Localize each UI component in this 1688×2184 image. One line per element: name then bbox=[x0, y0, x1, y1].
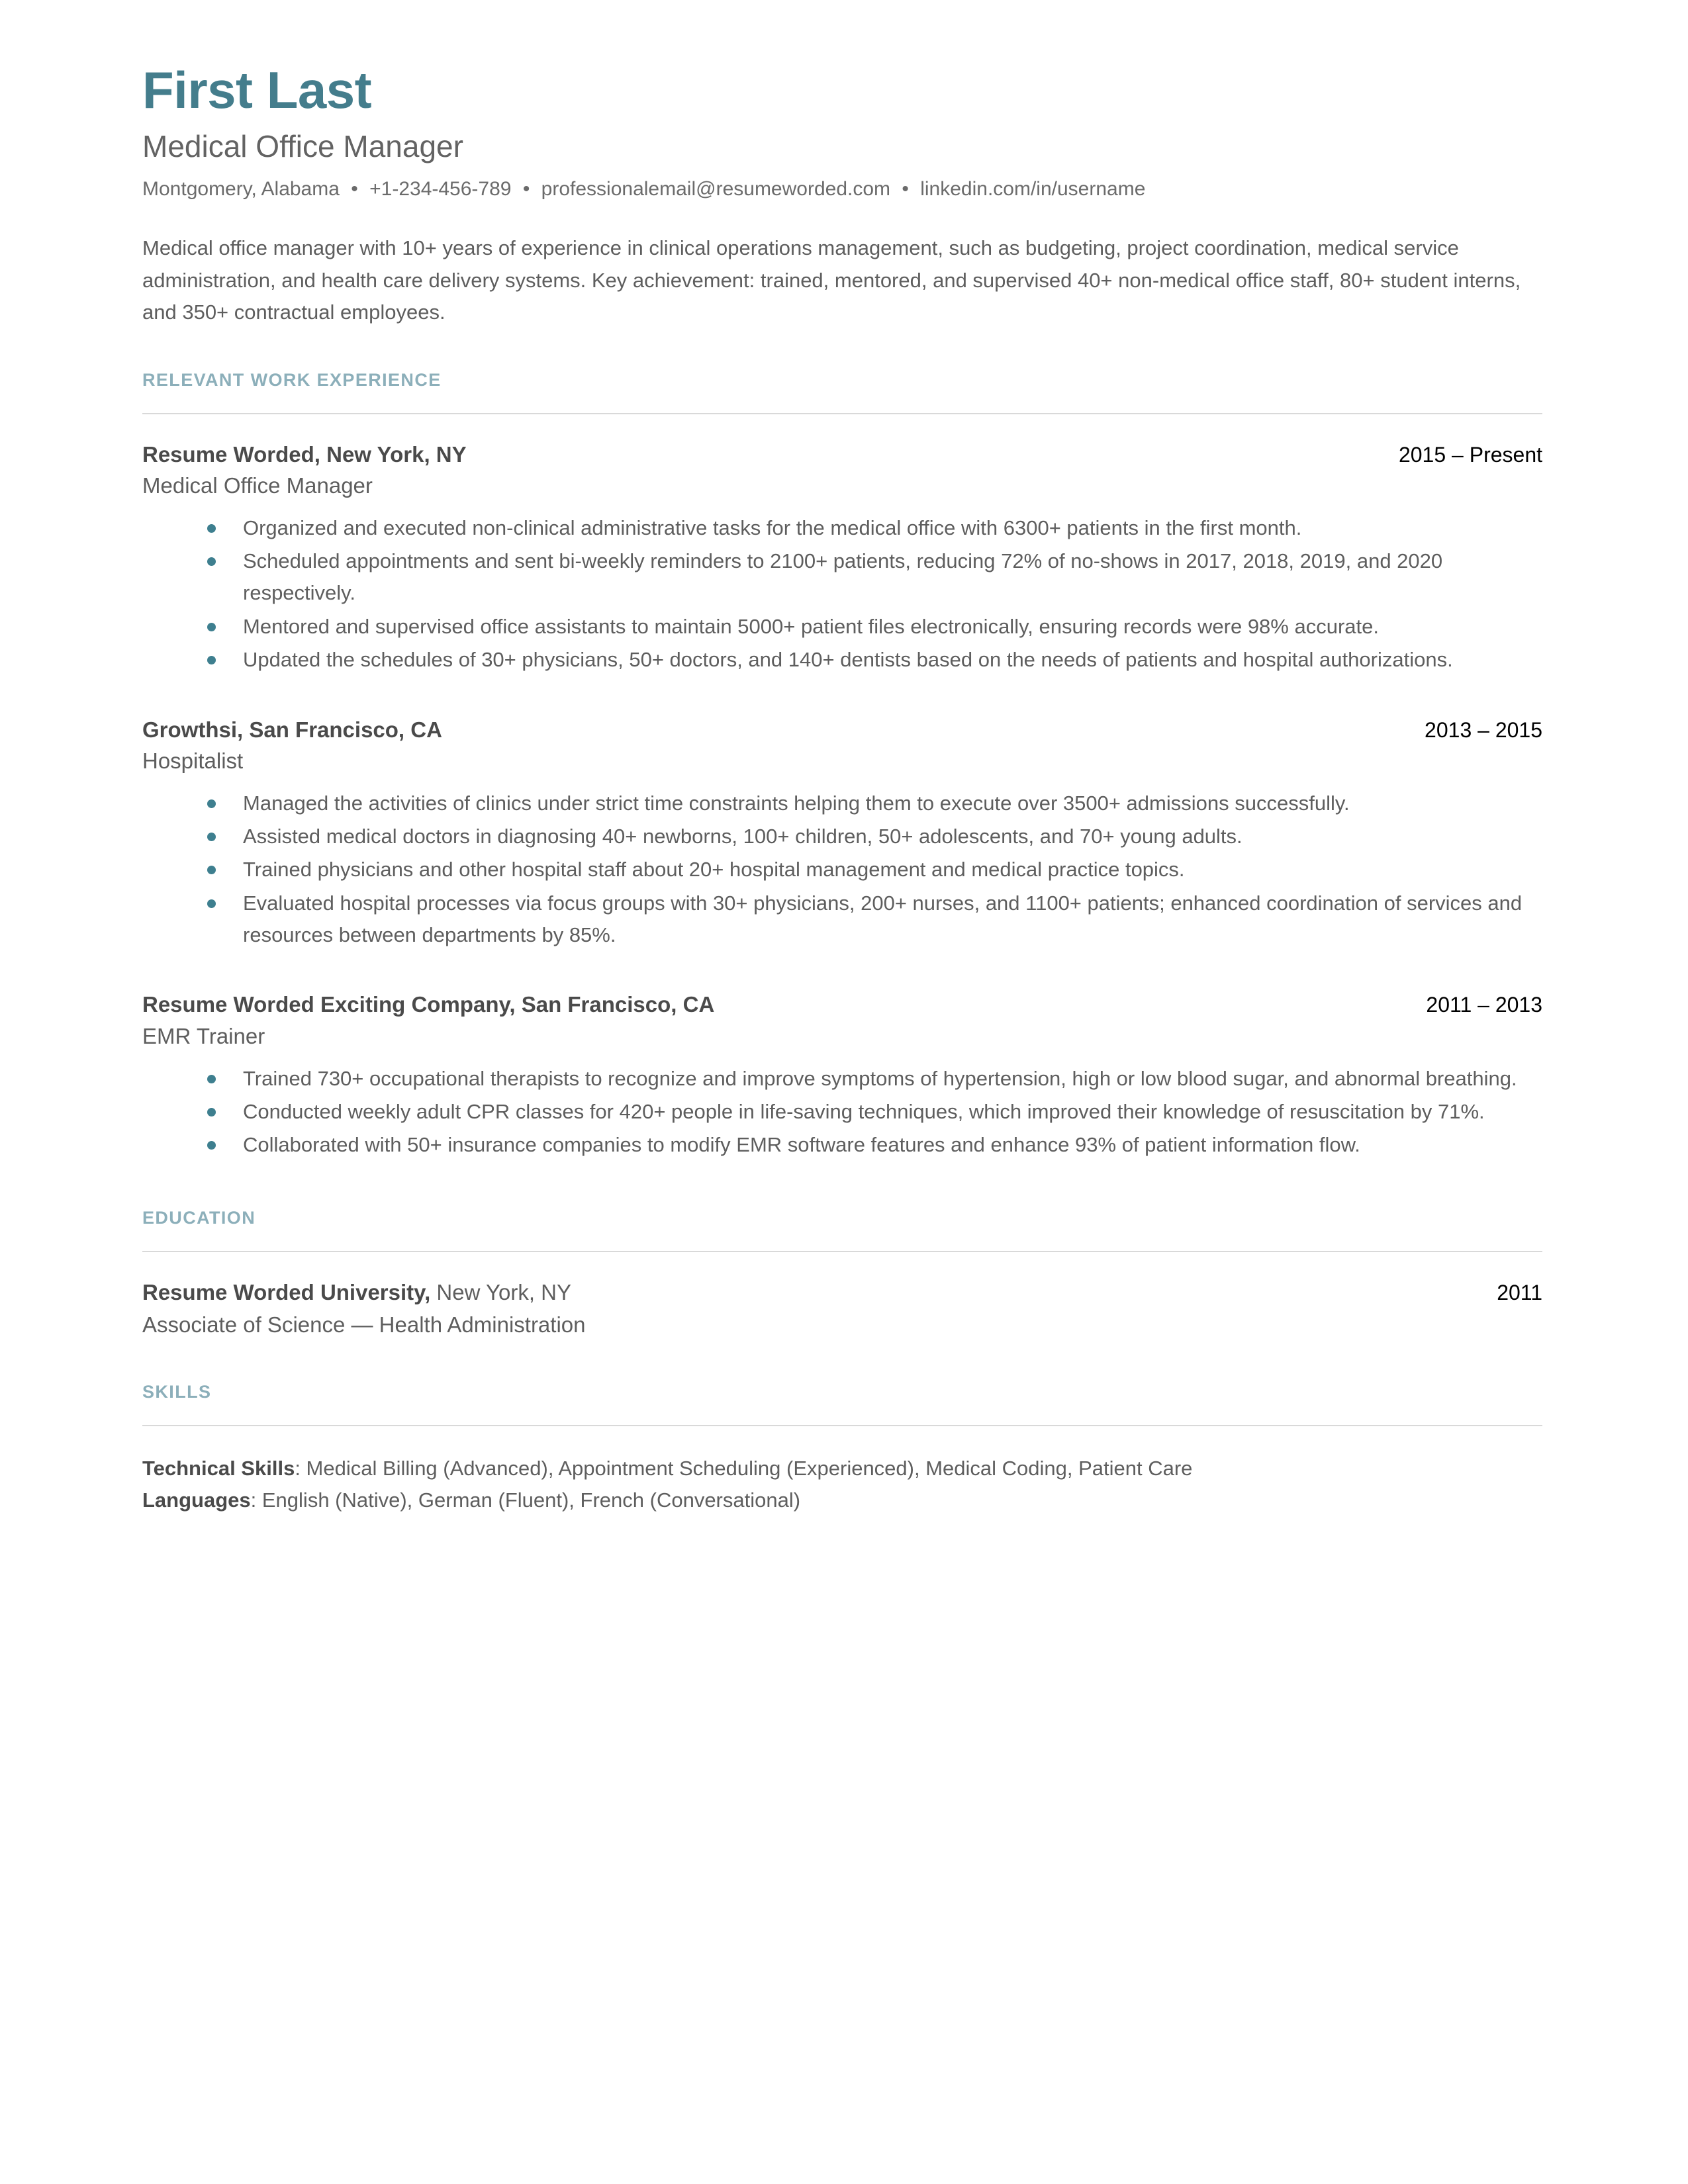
education-entry-header bbox=[142, 1279, 1542, 1306]
skills-technical-line bbox=[142, 1453, 1542, 1484]
professional-summary: Medical office manager with 10+ years of experience in clinical operations management, such as budgeting, project coordination, medical service administration, and health care delivery systems. Key achievement: trained, mentored, and supervised 40+ non-medical office staff, 80+ student interns, and 350+ contractual employees. bbox=[142, 236, 1521, 324]
contact-separator-icon: • bbox=[351, 178, 358, 201]
contact-separator-icon: • bbox=[522, 178, 530, 201]
skills-languages-value: : English (Native), German (Fluent), French (Conversational) bbox=[250, 1488, 801, 1512]
experience-entry-header bbox=[142, 441, 1542, 468]
experience-dates: 2011 – 2013 bbox=[1426, 993, 1542, 1017]
experience-job-title: EMR Trainer bbox=[142, 1023, 265, 1048]
section-divider bbox=[142, 1251, 1542, 1252]
experience-bullet-list bbox=[142, 512, 1542, 676]
contact-line bbox=[142, 176, 1542, 202]
spacer bbox=[142, 1167, 1542, 1208]
experience-organization: Resume Worded Exciting Company, San Francisco, CA bbox=[142, 992, 715, 1017]
list-item: Trained 730+ occupational therapists to recognize and improve symptoms of hypertension, high or low blood sugar, and abnormal breathing. bbox=[207, 1063, 1542, 1095]
section-divider bbox=[142, 413, 1542, 414]
experience-dates: 2015 – Present bbox=[1398, 442, 1542, 467]
list-item: Updated the schedules of 30+ physicians, 50+ doctors, and 140+ dentists based on the needs of patients and hospital authorizations. bbox=[207, 644, 1542, 676]
list-item: Mentored and supervised office assistants to maintain 5000+ patient files electronically, ensuring records were 98% accurate. bbox=[207, 611, 1542, 643]
contact-separator-icon: • bbox=[902, 178, 909, 201]
section-divider bbox=[142, 1425, 1542, 1426]
experience-bullet-list bbox=[142, 788, 1542, 952]
list-item: Assisted medical doctors in diagnosing 40+ newborns, 100+ children, 50+ adolescents, and 70+ young adults. bbox=[207, 821, 1542, 852]
experience-dates: 2013 – 2015 bbox=[1425, 717, 1542, 742]
list-item: Managed the activities of clinics under strict time constraints helping them to execute over 3500+ admissions successfully. bbox=[207, 788, 1542, 819]
experience-entry bbox=[142, 716, 1542, 952]
list-item: Organized and executed non-clinical administrative tasks for the medical office with 6300+ patients in the first month. bbox=[207, 512, 1542, 544]
list-item: Collaborated with 50+ insurance companies to modify EMR software features and enhance 93% of patient information flow. bbox=[207, 1129, 1542, 1161]
contact-email[interactable]: professionalemail@resumeworded.com bbox=[541, 178, 891, 201]
section-heading-skills: SKILLS bbox=[142, 1381, 212, 1402]
skills-languages-line bbox=[142, 1484, 1542, 1516]
experience-job-title: Hospitalist bbox=[142, 748, 244, 773]
experience-organization: Growthsi, San Francisco, CA bbox=[142, 717, 442, 742]
experience-entry-header bbox=[142, 991, 1542, 1018]
contact-linkedin[interactable]: linkedin.com/in/username bbox=[920, 178, 1146, 201]
experience-organization: Resume Worded, New York, NY bbox=[142, 441, 467, 467]
list-item: Conducted weekly adult CPR classes for 420+ people in life-saving techniques, which improved their knowledge of resuscitation by 71%. bbox=[207, 1096, 1542, 1128]
education-school-location: New York, NY bbox=[430, 1279, 572, 1304]
spacer bbox=[142, 956, 1542, 991]
education-school bbox=[142, 1279, 571, 1306]
skills-technical-label: Technical Skills bbox=[142, 1456, 295, 1480]
section-heading-experience: RELEVANT WORK EXPERIENCE bbox=[142, 369, 442, 390]
list-item: Trained physicians and other hospital staff about 20+ hospital management and medical practice topics. bbox=[207, 854, 1542, 886]
section-heading-education: EDUCATION bbox=[142, 1207, 256, 1228]
list-item: Scheduled appointments and sent bi-weekly reminders to 2100+ patients, reducing 72% of no-shows in 2017, 2018, 2019, and 2020 respectively. bbox=[207, 545, 1542, 610]
contact-location: Montgomery, Alabama bbox=[142, 178, 340, 201]
contact-phone: +1-234-456-789 bbox=[369, 178, 512, 201]
candidate-name: First Last bbox=[142, 61, 372, 119]
experience-bullet-list bbox=[142, 1063, 1542, 1161]
spacer bbox=[142, 682, 1542, 716]
education-dates: 2011 bbox=[1497, 1280, 1542, 1304]
skills-technical-value: : Medical Billing (Advanced), Appointment Scheduling (Experienced), Medical Coding, Patient Care bbox=[295, 1456, 1193, 1480]
list-item: Evaluated hospital processes via focus groups with 30+ physicians, 200+ nurses, and 1100+ patients; enhanced coordination of services and resources between departments by 85%. bbox=[207, 887, 1542, 952]
experience-entry bbox=[142, 991, 1542, 1161]
skills-languages-label: Languages bbox=[142, 1488, 251, 1512]
experience-entry-header bbox=[142, 716, 1542, 743]
education-entry bbox=[142, 1279, 1542, 1340]
education-school-name: Resume Worded University, bbox=[142, 1279, 431, 1304]
candidate-headline: Medical Office Manager bbox=[142, 128, 463, 163]
experience-entry bbox=[142, 441, 1542, 676]
experience-job-title: Medical Office Manager bbox=[142, 473, 373, 498]
spacer bbox=[142, 1345, 1542, 1382]
education-degree: Associate of Science — Health Administration bbox=[142, 1312, 586, 1337]
